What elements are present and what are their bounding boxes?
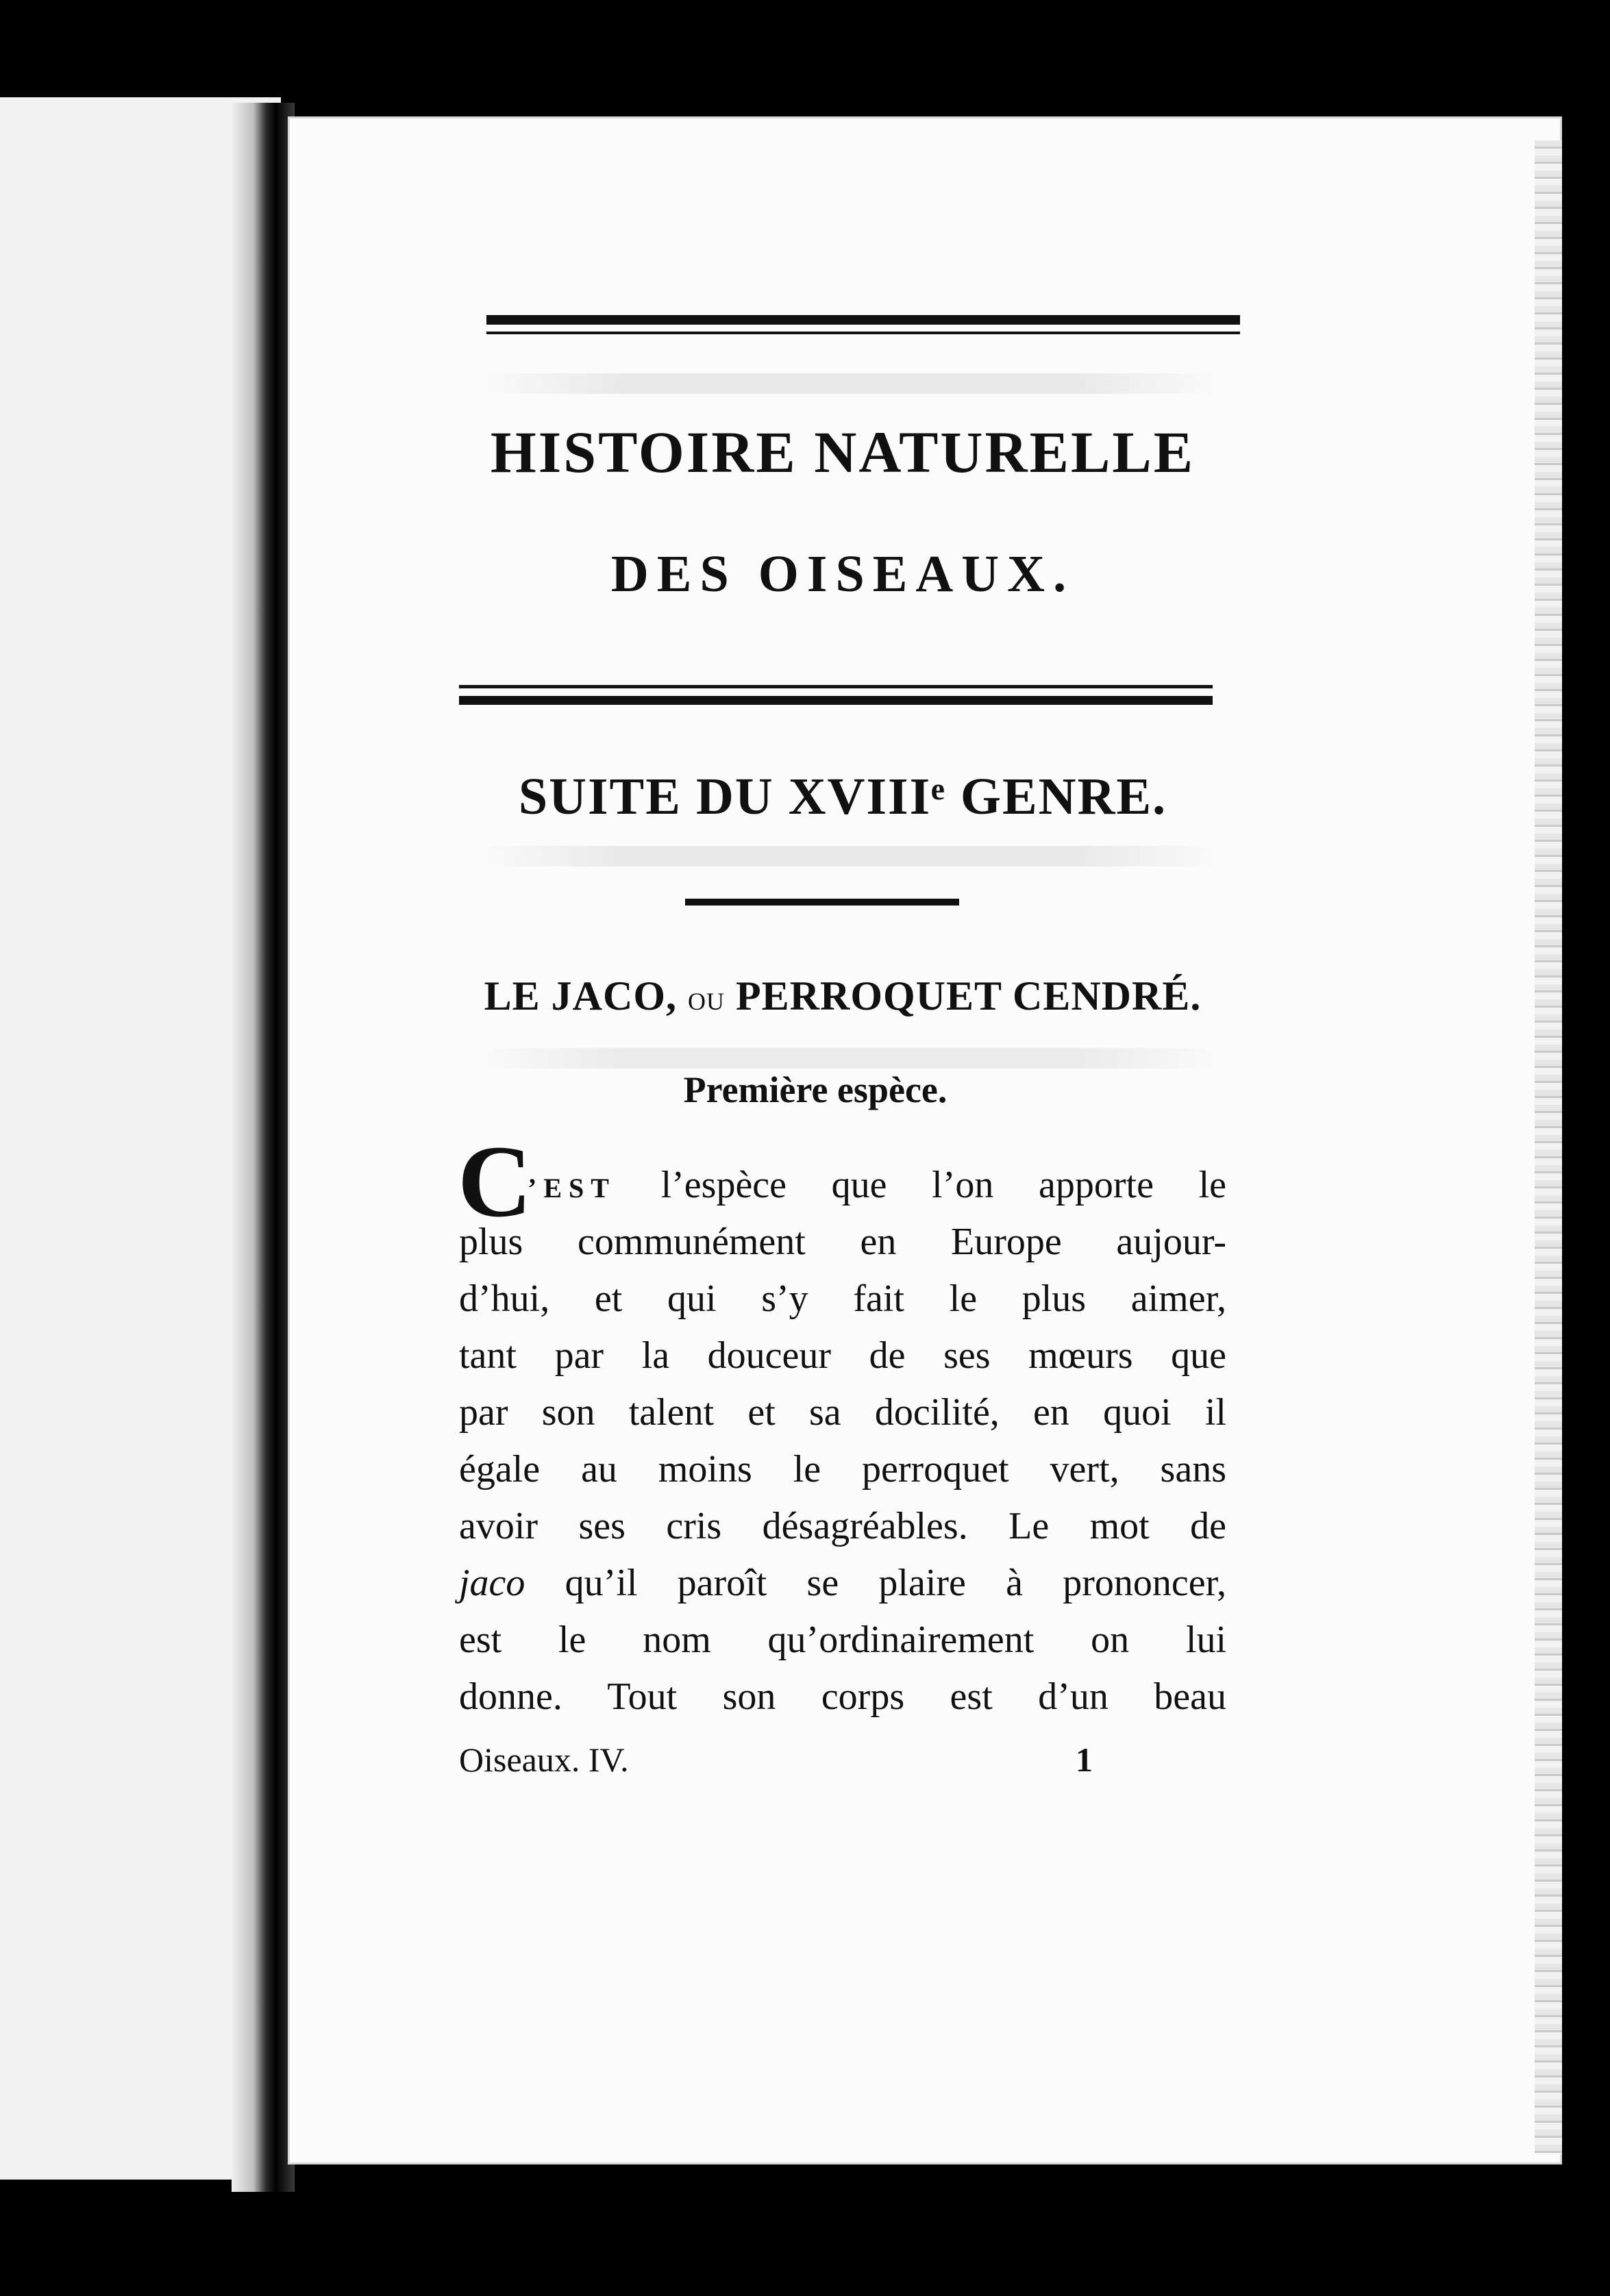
body-line: avoir ses cris désagréables. Le mot de — [459, 1505, 1226, 1547]
section-heading: SUITE DU XVIIIᵉ GENRE. — [518, 768, 1167, 825]
top-thin-rule — [486, 332, 1240, 334]
signature-mark: Oiseaux. IV. — [459, 1740, 629, 1779]
drop-cap: C — [458, 1125, 532, 1238]
entry-subheading: Première espèce. — [683, 1069, 948, 1110]
show-through-shadow — [473, 373, 1226, 394]
body-line: d’hui, et qui s’y fait le plus aimer, — [459, 1277, 1226, 1320]
middle-thick-rule — [459, 696, 1213, 705]
body-line: par son talent et sa docilité, en quoi il — [459, 1391, 1226, 1434]
entry-heading-main: LE JACO, — [484, 973, 678, 1019]
show-through-shadow — [473, 846, 1226, 866]
show-through-shadow — [473, 1048, 1226, 1069]
book-title-line2: DES OISEAUX. — [610, 545, 1075, 603]
book-gutter — [232, 103, 295, 2192]
body-line: est le nom qu’ordinairement on lui — [459, 1619, 1226, 1661]
body-line: tant par la douceur de ses mœurs que — [459, 1334, 1226, 1377]
top-thick-rule — [486, 315, 1240, 325]
page-fore-edge — [1535, 140, 1562, 2154]
body-line-1 — [528, 1166, 1226, 1204]
body-line-8-rest: qu’il paroît se plaire à prononcer, — [565, 1562, 1227, 1604]
body-line: plus communément en Europe aujour- — [459, 1221, 1226, 1263]
entry-heading — [459, 973, 1226, 1020]
body-line: donne. Tout son corps est d’un beau — [459, 1675, 1226, 1718]
body-line: égale au moins le perroquet vert, sans — [459, 1448, 1226, 1490]
signature-number: 1 — [1076, 1740, 1093, 1779]
italic-term: jaco — [459, 1562, 525, 1604]
opening-word: ’EST — [528, 1173, 616, 1203]
entry-heading-alt: PERROQUET CENDRÉ. — [736, 973, 1202, 1019]
entry-heading-connector: ou — [688, 979, 726, 1018]
middle-thin-rule — [459, 685, 1213, 688]
opening-line-rest: l’espèce que l’on apporte le — [660, 1164, 1226, 1206]
book-title-line1: HISTOIRE NATURELLE — [490, 419, 1196, 485]
body-line-8 — [459, 1564, 1226, 1602]
short-separator-rule — [685, 899, 959, 906]
